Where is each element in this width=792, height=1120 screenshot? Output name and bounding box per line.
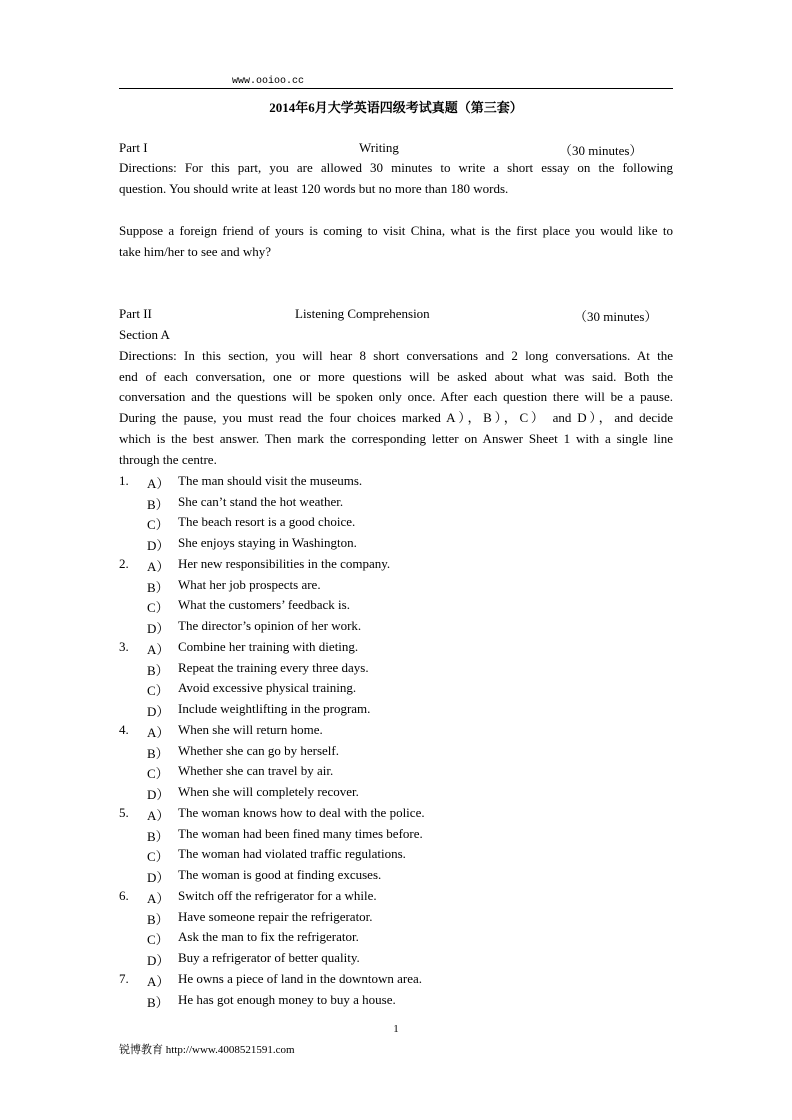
part2-time: （30 minutes） <box>574 309 658 324</box>
option-letter: D） <box>147 953 170 968</box>
option-letter: C） <box>147 766 169 781</box>
part1-prompt-line-1: Suppose a foreign friend of yours is coming to visit China, what is the first place you would like to <box>119 223 673 238</box>
option-letter: A） <box>147 642 170 657</box>
option-letter: A） <box>147 891 170 906</box>
part1-prompt-line-2: take him/her to see and why? <box>119 244 271 259</box>
part2-directions-line-3: conversation and the questions will be spoken only once. After each question there will be a pause. <box>119 389 673 404</box>
option-text: The director’s opinion of her work. <box>178 618 362 633</box>
part2-label: Part II <box>119 306 152 321</box>
option-letter: B） <box>147 829 169 844</box>
question-number: 5. <box>119 805 129 820</box>
question-number: 3. <box>119 639 129 654</box>
option-text: Buy a refrigerator of better quality. <box>178 950 360 965</box>
option-text: Whether she can travel by air. <box>178 763 334 778</box>
option-letter: A） <box>147 476 170 491</box>
option-letter: B） <box>147 663 169 678</box>
option-letter: B） <box>147 580 169 595</box>
option-text: She can’t stand the hot weather. <box>178 494 344 509</box>
part1-time: （30 minutes） <box>559 143 643 158</box>
option-text: The woman had violated traffic regulations. <box>178 846 406 861</box>
option-text: Include weightlifting in the program. <box>178 701 371 716</box>
option-text: When she will return home. <box>178 722 323 737</box>
option-text: The woman is good at finding excuses. <box>178 867 382 882</box>
header-rule <box>119 88 673 89</box>
part1-name: Writing <box>359 140 399 155</box>
option-letter: B） <box>147 912 169 927</box>
part2-name: Listening Comprehension <box>295 306 430 321</box>
document-page <box>119 0 673 1120</box>
option-letter: C） <box>147 600 169 615</box>
option-text: The beach resort is a good choice. <box>178 514 356 529</box>
option-text: Combine her training with dieting. <box>178 639 359 654</box>
header-url: www.ooioo.cc <box>232 76 305 87</box>
part2-heading <box>119 306 673 326</box>
question-number: 4. <box>119 722 129 737</box>
question-number: 7. <box>119 971 129 986</box>
option-letter: D） <box>147 538 170 553</box>
option-text: Avoid excessive physical training. <box>178 680 357 695</box>
question-number: 6. <box>119 888 129 903</box>
footer-text: 锐博教育 http://www.4008521591.com <box>119 1044 295 1056</box>
option-letter: C） <box>147 683 169 698</box>
option-text: He has got enough money to buy a house. <box>178 992 396 1007</box>
part2-directions-line-6: through the centre. <box>119 452 217 467</box>
option-letter: D） <box>147 870 170 885</box>
option-text: She enjoys staying in Washington. <box>178 535 357 550</box>
option-text: He owns a piece of land in the downtown area. <box>178 971 423 986</box>
question-number: 2. <box>119 556 129 571</box>
option-letter: A） <box>147 559 170 574</box>
option-text: Ask the man to fix the refrigerator. <box>178 929 359 944</box>
option-text: Her new responsibilities in the company. <box>178 556 391 571</box>
option-text: Whether she can go by herself. <box>178 743 339 758</box>
option-letter: D） <box>147 787 170 802</box>
option-text: Switch off the refrigerator for a while. <box>178 888 377 903</box>
option-text: What the customers’ feedback is. <box>178 597 350 612</box>
option-letter: C） <box>147 517 169 532</box>
option-text: What her job prospects are. <box>178 577 321 592</box>
option-letter: C） <box>147 932 169 947</box>
option-letter: C） <box>147 849 169 864</box>
part1-directions-line-2: question. You should write at least 120 words but no more than 180 words. <box>119 181 509 196</box>
option-letter: A） <box>147 808 170 823</box>
option-letter: A） <box>147 974 170 989</box>
section-label: Section A <box>119 327 170 342</box>
page-title: 2014年6月大学英语四级考试真题（第三套） <box>269 100 523 115</box>
option-text: The man should visit the museums. <box>178 473 363 488</box>
option-letter: A） <box>147 725 170 740</box>
part2-directions-line-2: end of each conversation, one or more questions will be asked about what was said. Both the <box>119 369 673 384</box>
option-letter: B） <box>147 995 169 1010</box>
option-letter: D） <box>147 621 170 636</box>
part1-label: Part I <box>119 140 148 155</box>
option-text: Have someone repair the refrigerator. <box>178 909 373 924</box>
part2-directions-line-5: which is the best answer. Then mark the corresponding letter on Answer Sheet 1 with a single line <box>119 431 673 446</box>
option-text: The woman had been fined many times before. <box>178 826 423 841</box>
option-text: When she will completely recover. <box>178 784 359 799</box>
option-letter: D） <box>147 704 170 719</box>
page-number: 1 <box>393 1023 399 1035</box>
option-text: The woman knows how to deal with the police. <box>178 805 425 820</box>
option-text: Repeat the training every three days. <box>178 660 369 675</box>
part2-directions-line-4: During the pause, you must read the four choices marked A），B），C） and D），and decide <box>119 410 673 425</box>
option-letter: B） <box>147 746 169 761</box>
part2-directions-line-1: Directions: In this section, you will hear 8 short conversations and 2 long conversations. At the <box>119 348 673 363</box>
question-number: 1. <box>119 473 129 488</box>
part1-directions-line-1: Directions: For this part, you are allowed 30 minutes to write a short essay on the following <box>119 160 673 175</box>
option-letter: B） <box>147 497 169 512</box>
